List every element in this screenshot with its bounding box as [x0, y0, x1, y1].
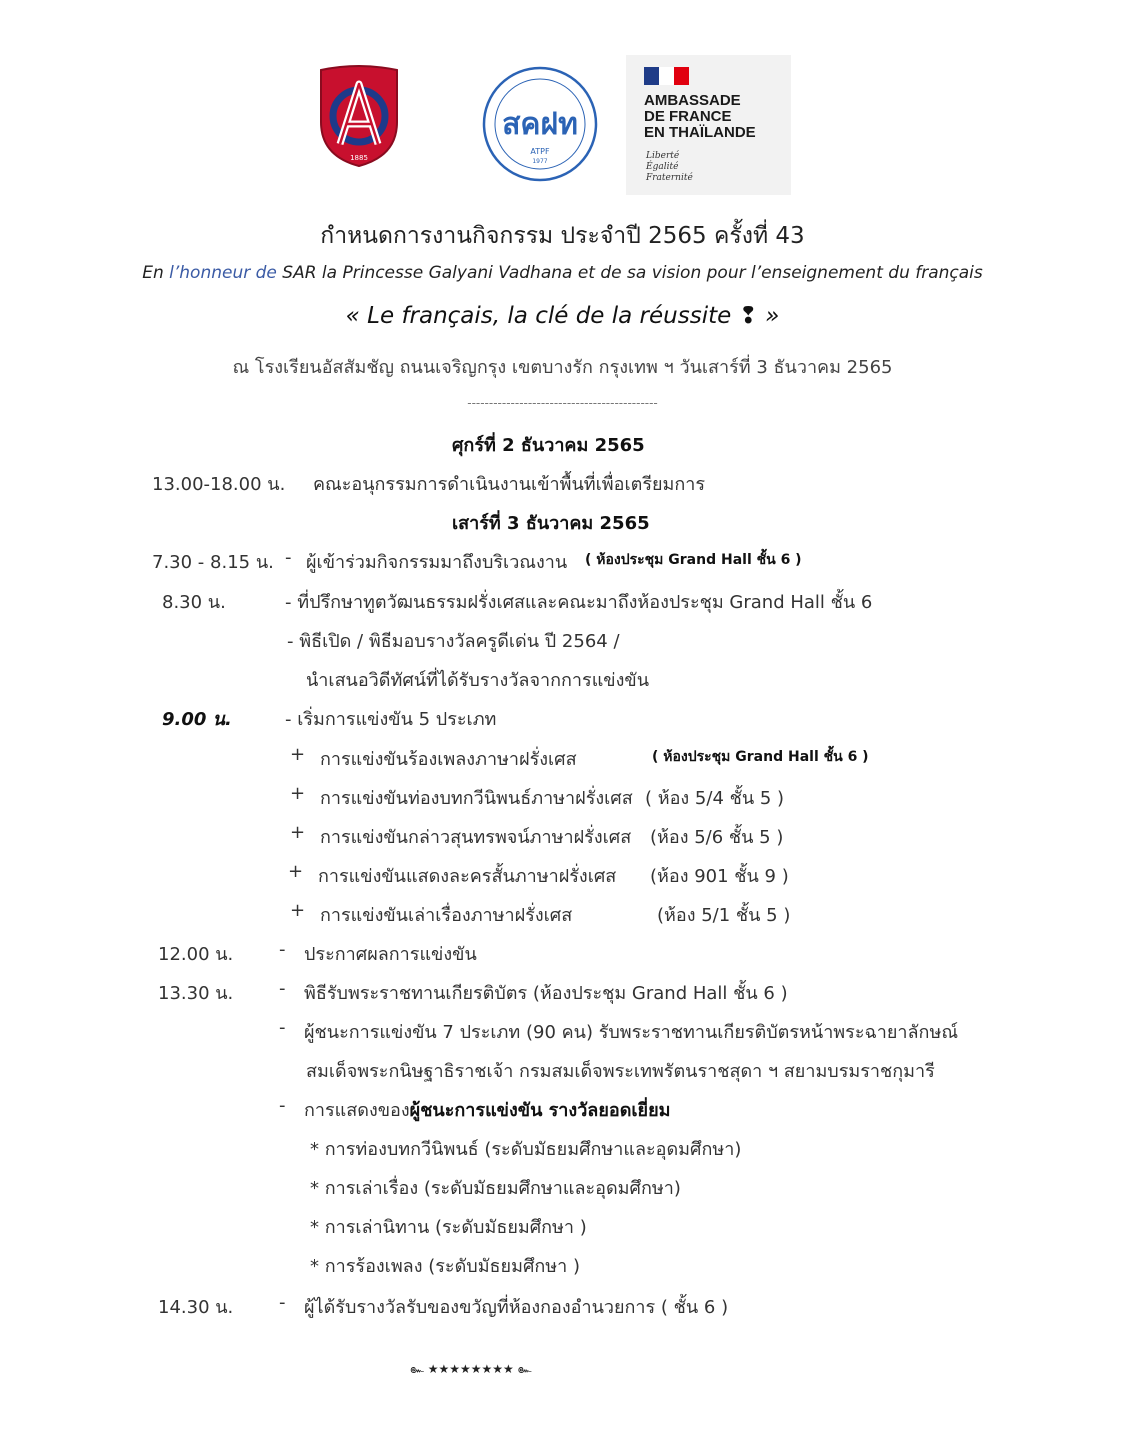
r7-time: 13.30 น. — [158, 983, 234, 1004]
r10-text-a: การแสดงของ — [304, 1100, 410, 1121]
subtitle-part1: En — [142, 263, 170, 283]
contest-mark: + — [290, 783, 306, 804]
r5-time: 9.00 น. — [162, 709, 232, 730]
r6-dash: - — [279, 939, 286, 960]
contest-name: การแข่งขันเล่าเรื่องภาษาฝรั่งเศส — [320, 905, 573, 926]
assumption-college-logo — [316, 64, 402, 168]
contest-name: การแข่งขันแสดงละครสั้นภาษาฝรั่งเศส — [318, 866, 617, 887]
r6-text: ประกาศผลการแข่งขัน — [304, 944, 477, 965]
atpf-logo — [470, 66, 610, 186]
show-item: * การเล่าเรื่อง (ระดับมัธยมศึกษาและอุดมศึกษา) — [310, 1178, 681, 1199]
contest-name: การแข่งขันร้องเพลงภาษาฝรั่งเศส — [320, 749, 577, 770]
embassy-name-line2: DE FRANCE — [644, 108, 732, 125]
embassy-motto-1: Liberté — [646, 151, 680, 161]
atpf-abbrev: ATPF — [530, 147, 550, 156]
show-item: * การท่องบทกวีนิพนธ์ (ระดับมัธยมศึกษาและอุดมศึกษา) — [310, 1139, 742, 1160]
r6-time: 12.00 น. — [158, 944, 234, 965]
r3-text: - พิธีเปิด / พิธีมอบรางวัลครูดีเด่น ปี 2564 / — [287, 631, 620, 652]
contest-room: ( ห้องประชุม Grand Hall ชั้น 6 ) — [652, 749, 869, 765]
embassy-name-line3: EN THAÏLANDE — [644, 124, 756, 141]
french-subtitle — [0, 263, 1125, 283]
r11-text: ผู้ได้รับรางวัลรับของขวัญที่ห้องกองอำนวยการ ( ชั้น 6 ) — [304, 1297, 729, 1318]
embassy-motto-3: Fraternité — [646, 173, 693, 183]
venue: ณ โรงเรียนอัสสัมชัญ ถนนเจริญกรุง เขตบางรัก กรุงเทพ ฯ วันเสาร์ที่ 3 ธันวาคม 2565 — [232, 357, 893, 378]
contest-room: (ห้อง 5/6 ชั้น 5 ) — [650, 827, 784, 848]
show-item: * การเล่านิทาน (ระดับมัธยมศึกษา ) — [310, 1217, 587, 1238]
r2-text: - ที่ปรึกษาทูตวัฒนธรรมฝรั่งเศสและคณะมาถึงห้องประชุม Grand Hall ชั้น 6 — [285, 592, 873, 613]
contest-room: (ห้อง 5/1 ชั้น 5 ) — [657, 905, 791, 926]
atpf-year: 1977 — [532, 158, 548, 165]
contest-mark: + — [290, 744, 306, 765]
subtitle-part2: l’honneur de — [169, 263, 277, 283]
embassy-name-line1: AMBASSADE — [644, 92, 741, 109]
day2-heading: เสาร์ที่ 3 ธันวาคม 2565 — [452, 513, 650, 534]
r4-text: นำเสนอวิดีทัศน์ที่ได้รับรางวัลจากการแข่งขัน — [306, 670, 649, 691]
french-flag-icon — [644, 67, 689, 85]
separator: -------------------------------------------- — [467, 396, 658, 410]
r1-room: ( ห้องประชุม Grand Hall ชั้น 6 ) — [585, 552, 802, 568]
r7-text: พิธีรับพระราชทานเกียรติบัตร (ห้องประชุม Grand Hall ชั้น 6 ) — [304, 983, 788, 1004]
r8-dash: - — [279, 1017, 286, 1038]
day1-activity: คณะอนุกรรมการดำเนินงานเข้าพื้นที่เพื่อเตรียมการ — [313, 474, 706, 495]
r7-dash: - — [279, 978, 286, 999]
r10-dash: - — [279, 1095, 286, 1116]
r1-time: 7.30 - 8.15 น. — [152, 552, 274, 573]
subtitle-part3: SAR la Princesse Galyani Vadhana et de sa vision pour l’enseignement du français — [276, 263, 983, 283]
footer-ornament: ๛ ★★★★★★★★ ๛ — [410, 1362, 532, 1376]
page-title: กำหนดการงานกิจกรรม ประจำปี 2565 ครั้งที่ 43 — [320, 223, 805, 249]
r11-dash: - — [279, 1292, 286, 1313]
embassy-logo — [626, 55, 791, 195]
contest-room: ( ห้อง 5/4 ชั้น 5 ) — [645, 788, 785, 809]
contest-mark: + — [290, 822, 306, 843]
r1-text: ผู้เข้าร่วมกิจกรรมมาถึงบริเวณงาน — [306, 552, 568, 573]
r10-text — [304, 1095, 671, 1124]
r5-text: - เริ่มการแข่งขัน 5 ประเภท — [285, 709, 497, 730]
contest-room: (ห้อง 901 ชั้น 9 ) — [650, 866, 789, 887]
r1-dash: - — [285, 547, 292, 568]
r8-text: ผู้ชนะการแข่งขัน 7 ประเภท (90 คน) รับพระราชทานเกียรติบัตรหน้าพระฉายาลักษณ์ — [304, 1022, 959, 1043]
contest-mark: + — [290, 900, 306, 921]
r9-text: สมเด็จพระกนิษฐาธิราชเจ้า กรมสมเด็จพระเทพรัตนราชสุดา ฯ สยามบรมราชกุมารี — [306, 1061, 935, 1082]
r10-text-b: ผู้ชนะการแข่งขัน รางวัลยอดเยี่ยม — [409, 1100, 671, 1121]
day1-time: 13.00-18.00 น. — [152, 474, 286, 495]
r2-time: 8.30 น. — [162, 592, 226, 613]
contest-name: การแข่งขันกล่าวสุนทรพจน์ภาษาฝรั่งเศส — [320, 827, 632, 848]
embassy-motto-2: Égalité — [646, 162, 679, 172]
atpf-logo-text: สคฝท — [502, 107, 578, 142]
contest-name: การแข่งขันท่องบทกวีนิพนธ์ภาษาฝรั่งเศส — [320, 788, 633, 809]
show-item: * การร้องเพลง (ระดับมัธยมศึกษา ) — [310, 1256, 580, 1277]
contest-mark: + — [288, 861, 304, 882]
day1-heading: ศุกร์ที่ 2 ธันวาคม 2565 — [452, 435, 645, 456]
motto: « Le français, la clé de la réussite ❢ » — [345, 303, 780, 329]
r11-time: 14.30 น. — [158, 1297, 234, 1318]
ac-logo-year: 1885 — [350, 154, 368, 162]
